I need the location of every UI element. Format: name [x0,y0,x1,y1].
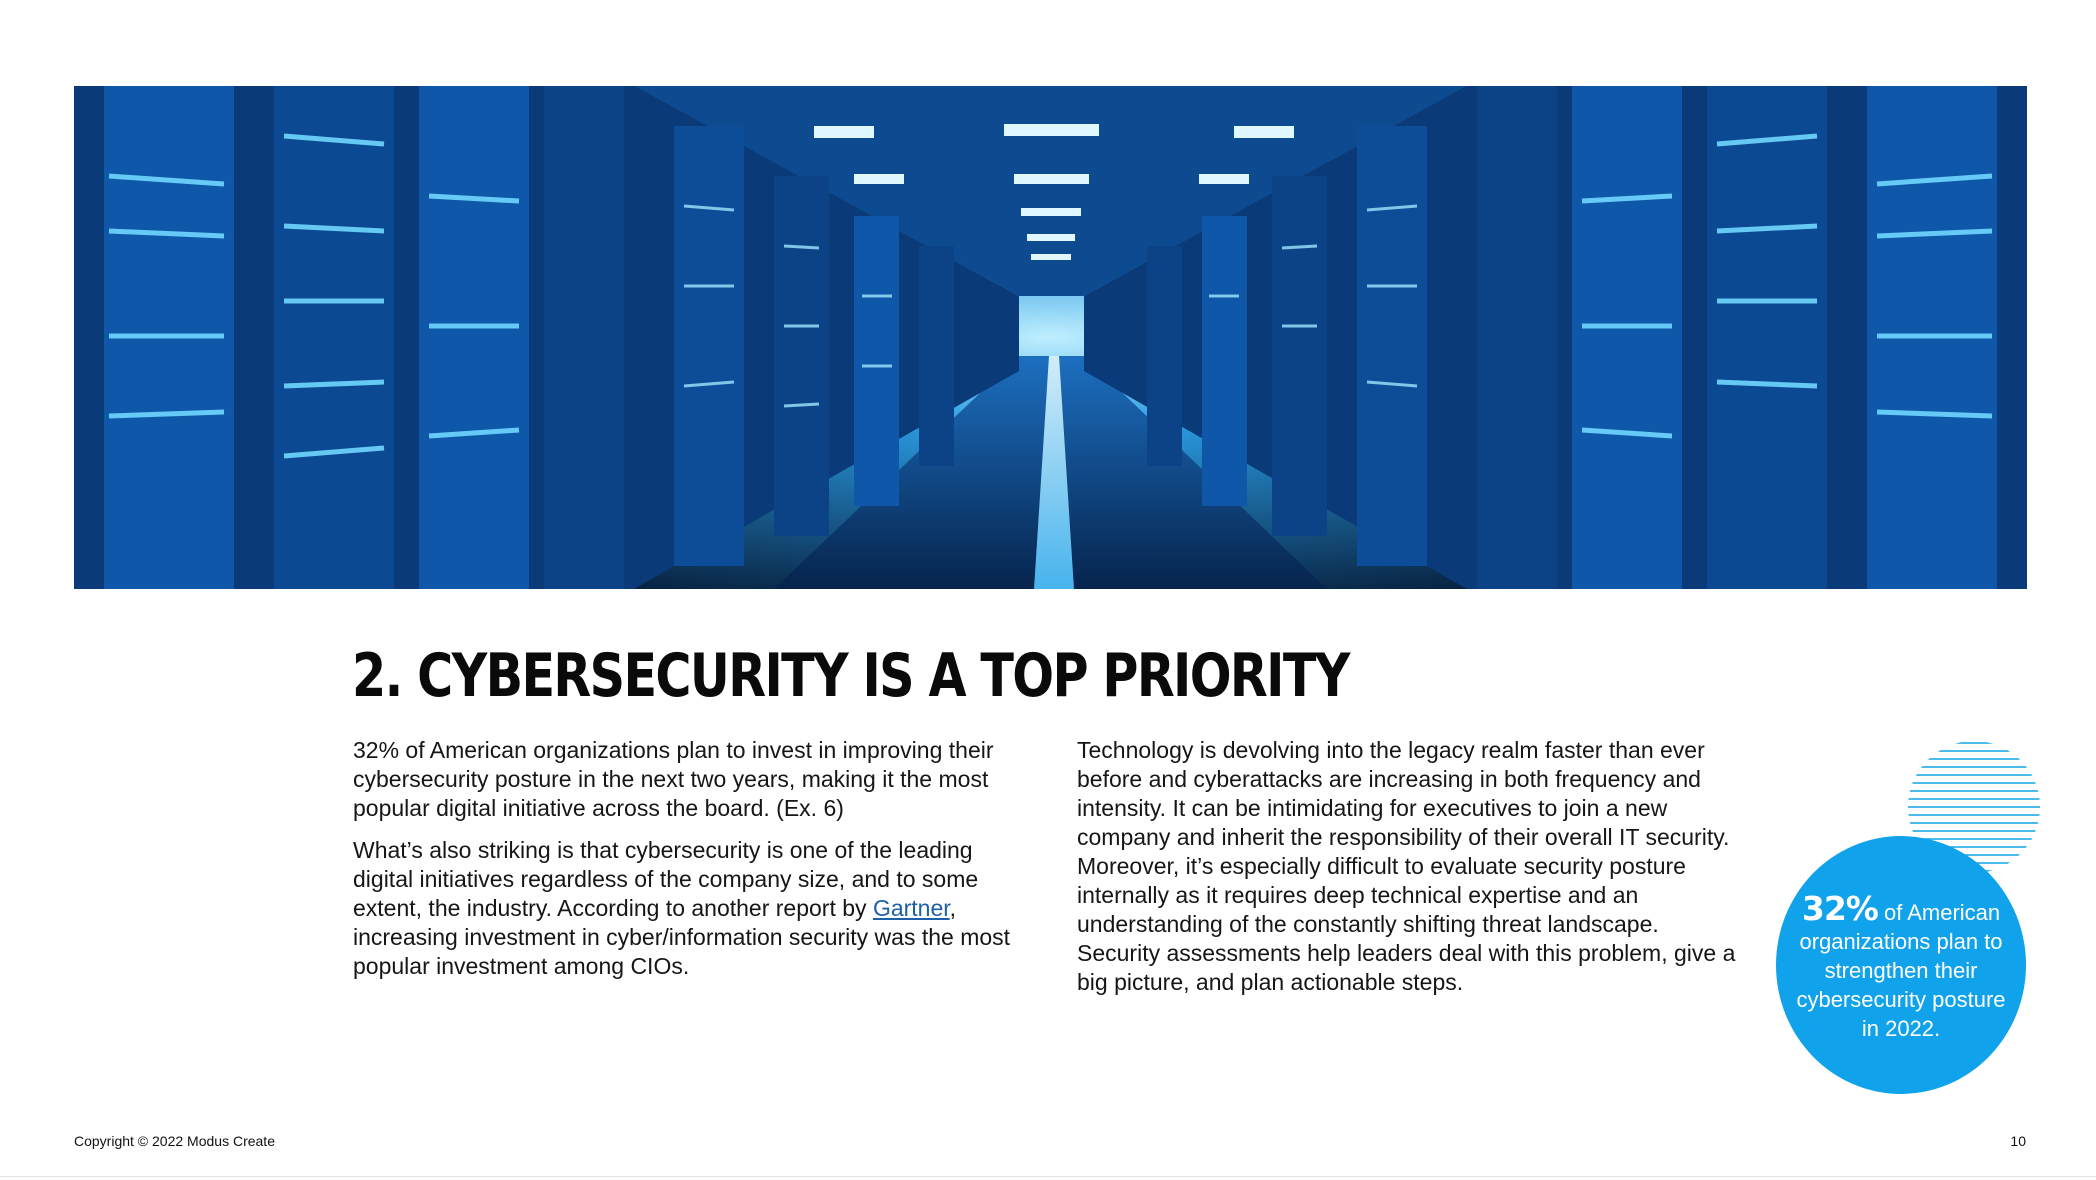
left-column [353,736,1033,994]
stat-value: 32% [1801,888,1878,928]
copyright: Copyright © 2022 Modus Create [74,1133,275,1149]
server-room-icon [74,86,2027,589]
gartner-paragraph-text: What’s also striking is that cybersecurity is one of the leading digital initiatives regardless of the company size, and to some extent, the industry. According to another report by [353,837,979,921]
stat-callout-text [1796,888,2006,1043]
security-assessment-paragraph: Technology is devolving into the legacy realm faster than ever before and cyberattacks are increasing in both frequency and intensity. It can be intimidating for executives to join a new company and inherit the responsibility of their overall IT security. Moreover, it’s especially difficult to evaluate security posture internally as it requires deep technical expertise and an understanding of the constantly shifting threat landscape. Security assessments help leaders deal with this problem, give a big picture, and plan actionable steps. [1077,737,1736,995]
stat-description: of American organizations plan to strengthen their cybersecurity posture in 2022. [1796,899,2006,1041]
divider [0,1176,2096,1177]
right-column [1077,736,1747,1010]
gartner-paragraph-tail: , increasing investment in cyber/information security was the most popular investment among CIOs. [353,895,1011,979]
stat-callout [1776,836,2026,1094]
section-title: 2. CYBERSECURITY IS A TOP PRIORITY [352,641,1349,711]
page-number: 10 [2010,1133,2026,1149]
gartner-paragraph [353,836,1033,981]
intro-paragraph: 32% of American organizations plan to invest in improving their cybersecurity posture in the next two years, making it the most popular digital initiative across the board. (Ex. 6) [353,737,994,821]
hero-image [74,86,2027,589]
gartner-link[interactable]: Gartner [872,895,950,921]
